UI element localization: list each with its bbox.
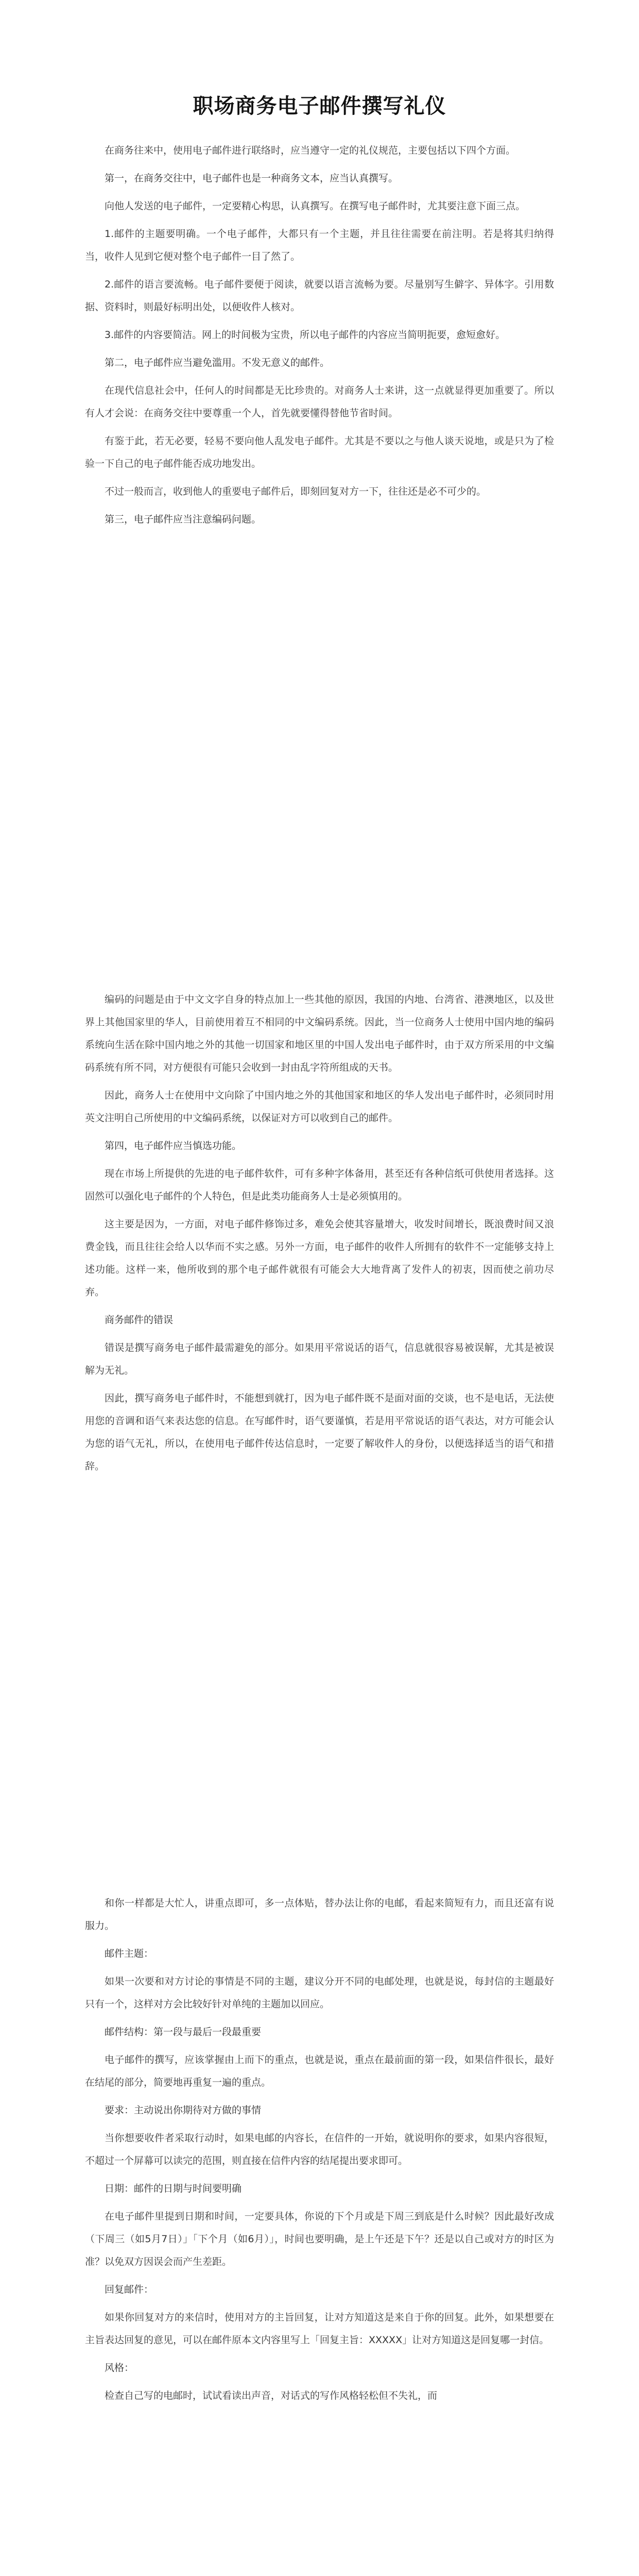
section-heading: 要求：主动说出你期待对方做的事情 <box>105 2105 262 2116</box>
document-page-3 <box>0 1807 639 2412</box>
section-heading: 第四，电子邮件应当慎选功能。 <box>105 1140 242 1151</box>
section-heading: 商务邮件的错误 <box>105 1314 174 1326</box>
section-heading: 邮件结构：第一段与最后一段最重要 <box>105 2026 262 2038</box>
section-heading: 第一，在商务交往中，电子邮件也是一种商务文本，应当认真撰写。 <box>105 173 399 184</box>
section-heading: 邮件主题： <box>105 1948 154 1959</box>
paragraph: 这主要是因为，一方面，对电子邮件修饰过多，难免会使其容量增大，收发时间增长，既浪费时间又浪费金钱，而且往往会给人以华而不实之感。另外一方面，电子邮件的收件人所拥有的软件不一定能够支持上述功能。这样一来，他所收到的那个电子邮件就很有可能会大大地背离了发件人的初衷，因而使之前功尽弃。 <box>85 1218 554 1298</box>
paragraph: 因此，撰写商务电子邮件时，不能想到就打，因为电子邮件既不是面对面的交谈，也不是电话，无法使用您的音调和语气来表达您的信息。在写邮件时，语气要谨慎，若是用平常说话的语气表达，对方可能会认为您的语气无礼，所以，在使用电子邮件传达信息时，一定要了解收件人的身份，以便选择适当的语气和措辞。 <box>85 1393 554 1472</box>
page-2-body <box>85 904 554 1478</box>
section-heading: 第三，电子邮件应当注意编码问题。 <box>105 514 262 525</box>
page-3-body <box>85 1807 554 2407</box>
paragraph: 1.邮件的主题要明确。一个电子邮件，大都只有一个主题，并且往往需要在前注明。若是将其归纳得当，收件人见到它便对整个电子邮件一目了然了。 <box>85 228 554 262</box>
paragraph: 在商务往来中，使用电子邮件进行联络时，应当遵守一定的礼仪规范，主要包括以下四个方面。 <box>105 145 516 156</box>
paragraph: 2.邮件的语言要流畅。电子邮件要便于阅读，就要以语言流畅为要。尽量别写生僻字、异体字。引用数据、资料时，则最好标明出处，以便收件人核对。 <box>85 279 554 313</box>
paragraph: 错误是撰写商务电子邮件最需避免的部分。如果用平常说话的语气，信息就很容易被误解，尤其是被误解为无礼。 <box>85 1342 554 1376</box>
paragraph: 如果你回复对方的来信时，使用对方的主旨回复，让对方知道这是来自于你的回复。此外，如果想要在主旨表达回复的意见，可以在邮件原本文内容里写上「回复主旨：XXXXX」让对方知道这是回复哪一封信。 <box>85 2312 554 2346</box>
paragraph: 当你想要收件者采取行动时，如果电邮的内容长，在信件的一开始，就说明你的要求，如果内容很短，不超过一个屏幕可以读完的范围，则直接在信件内容的结尾提出要求即可。 <box>85 2132 554 2166</box>
document-page-1 <box>0 0 639 536</box>
paragraph: 不过一般而言，收到他人的重要电子邮件后，即刻回复对方一下，往往还是必不可少的。 <box>105 486 487 497</box>
paragraph: 如果一次要和对方讨论的事情是不同的主题，建议分开不同的电邮处理，也就是说，每封信的主题最好只有一个，这样对方会比较好针对单纯的主题加以回应。 <box>85 1976 554 2010</box>
paragraph: 在电子邮件里提到日期和时间，一定要具体，你说的下个月或是下周三到底是什么时候？因此最好改成（下周三（如5月7日）」「下个月（如6月）」，时间也要明确，是上午还是下午？还是以自己或对方的时区为准？以免双方因误会而产生差距。 <box>85 2211 554 2267</box>
paragraph: 检查自己写的电邮时，试试看读出声音，对话式的写作风格轻松但不失礼，而 <box>105 2390 438 2401</box>
paragraph: 编码的问题是由于中文文字自身的特点加上一些其他的原因，我国的内地、台湾省、港澳地区，以及世界上其他国家里的华人，目前使用着互不相同的中文编码系统。因此，当一位商务人士使用中国内地的编码系统向生活在除中国内地之外的其他一切国家和地区里的中国人发出电子邮件时，由于双方所采用的中文编码系统有所不同，对方便很有可能只会收到一封由乱字符所组成的天书。 <box>85 994 554 1073</box>
paragraph: 因此，商务人士在使用中文向除了中国内地之外的其他国家和地区的华人发出电子邮件时，必须同时用英文注明自己所使用的中文编码系统，以保证对方可以收到自己的邮件。 <box>85 1090 554 1124</box>
section-heading: 回复邮件： <box>105 2284 154 2295</box>
paragraph: 电子邮件的撰写，应该掌握由上而下的重点，也就是说，重点在最前面的第一段，如果信件很长，最好在结尾的部分，简要地再重复一遍的重点。 <box>85 2054 554 2088</box>
paragraph: 和你一样都是大忙人，讲重点即可，多一点体贴，替办法让你的电邮，看起来简短有力，而且还富有说服力。 <box>85 1897 554 1931</box>
document-page-2 <box>0 904 639 1483</box>
section-heading: 风格： <box>105 2362 134 2374</box>
paragraph: 现在市场上所提供的先进的电子邮件软件，可有多种字体备用，甚至还有各种信纸可供使用者选择。这固然可以强化电子邮件的个人特色，但是此类功能商务人士是必须慎用的。 <box>85 1168 554 1202</box>
section-heading: 日期：邮件的日期与时间要明确 <box>105 2183 242 2194</box>
document-title: 职场商务电子邮件撰写礼仪 <box>193 94 446 118</box>
section-heading: 第二，电子邮件应当避免滥用。不发无意义的邮件。 <box>105 357 330 368</box>
paragraph: 3.邮件的内容要简洁。网上的时间极为宝贵，所以电子邮件的内容应当简明扼要，愈短愈好。 <box>105 329 506 341</box>
paragraph: 有鉴于此，若无必要，轻易不要向他人乱发电子邮件。尤其是不要以之与他人谈天说地，或是只为了检验一下自己的电子邮件能否成功地发出。 <box>85 435 554 469</box>
page-1-body <box>85 139 554 531</box>
paragraph: 向他人发送的电子邮件，一定要精心构思，认真撰写。在撰写电子邮件时，尤其要注意下面三点。 <box>105 200 526 212</box>
paragraph: 在现代信息社会中，任何人的时间都是无比珍贵的。对商务人士来讲，这一点就显得更加重要了。所以有人才会说：在商务交往中要尊重一个人，首先就要懂得替他节省时间。 <box>85 385 554 419</box>
